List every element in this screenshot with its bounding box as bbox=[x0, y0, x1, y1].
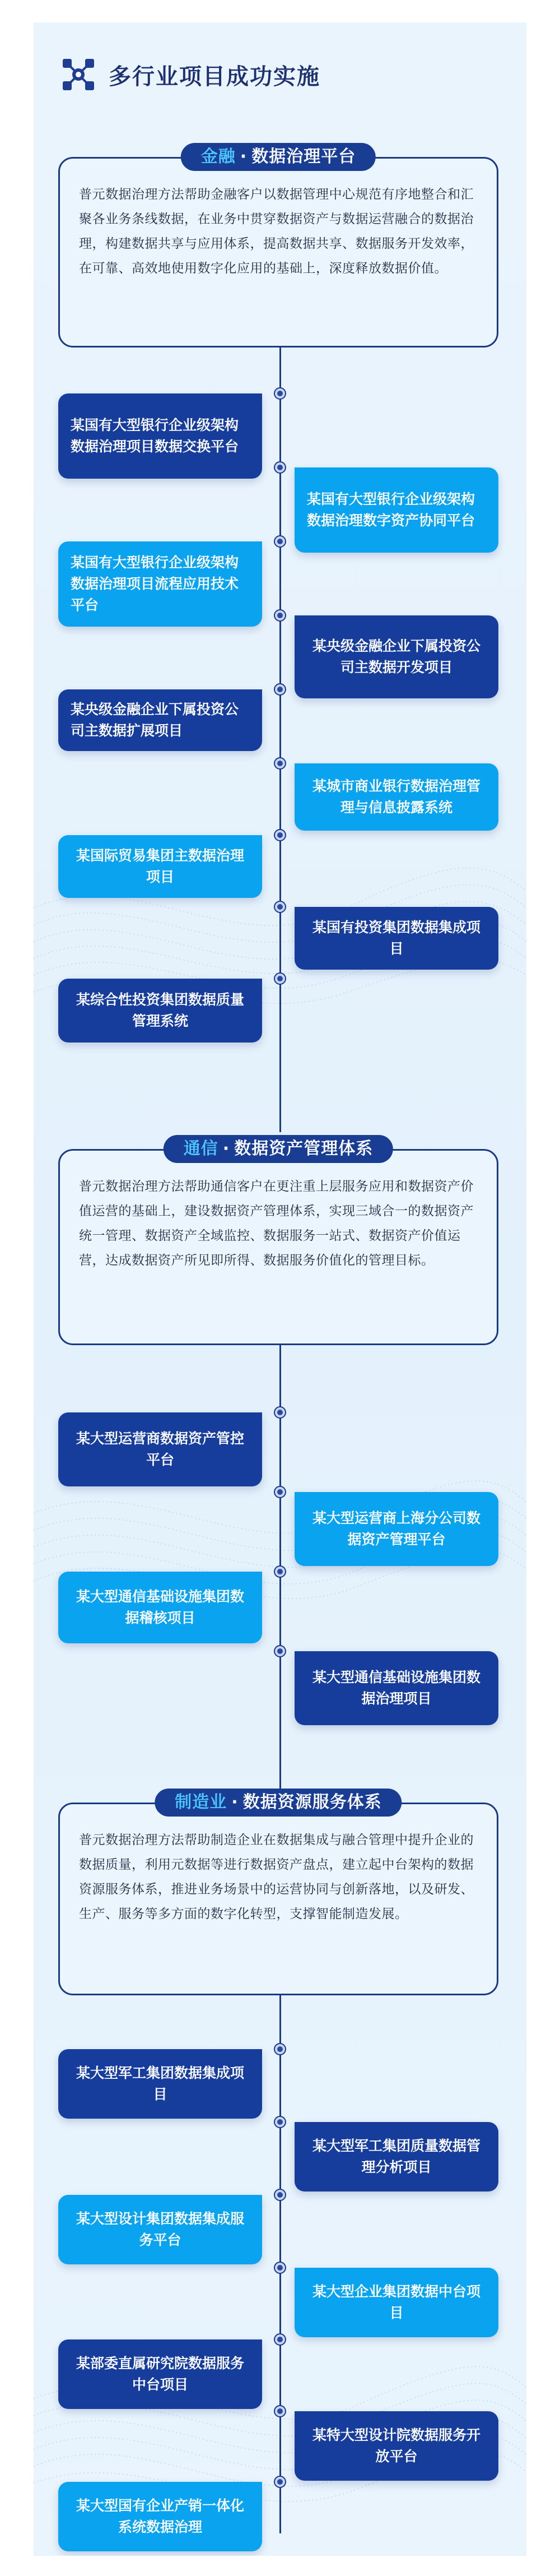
title-separator: · bbox=[231, 1792, 239, 1812]
timeline-node bbox=[274, 1645, 286, 1657]
section-manufacturing-description bbox=[58, 1792, 498, 1995]
project-card bbox=[295, 2268, 498, 2337]
project-card bbox=[58, 689, 262, 751]
timeline-node bbox=[274, 535, 286, 548]
section-telecom-title bbox=[164, 1135, 393, 1163]
project-name: 某国有大型银行企业级架构数据治理数字资产协同平台 bbox=[307, 491, 475, 529]
timeline-node bbox=[274, 1486, 286, 1498]
section-finance-title bbox=[181, 143, 376, 171]
project-card bbox=[58, 2339, 262, 2409]
timeline-node bbox=[274, 2116, 286, 2128]
project-name: 某国际贸易集团主数据治理项目 bbox=[76, 847, 244, 885]
project-card bbox=[58, 1572, 262, 1643]
project-name: 某大型通信基础设施集团数据治理项目 bbox=[312, 1669, 480, 1707]
description-text: 普元数据治理方法帮助通信客户在更注重上层服务应用和数据资产价值运营的基础上，建设数据资产管理体系，实现三域合一的数据资产统一管理、数据资产全域监控、数据服务一站式、数据资产价值运营，达成数据资产所见即所得、数据服务价值化的管理目标。 bbox=[79, 1179, 474, 1268]
project-name: 某国有大型银行企业级架构数据治理项目数据交换平台 bbox=[71, 417, 239, 455]
project-name: 某大型通信基础设施集团数据稽核项目 bbox=[76, 1588, 244, 1626]
project-card bbox=[295, 907, 498, 970]
section-telecom-description bbox=[58, 1139, 498, 1345]
section-name: 数据资源服务体系 bbox=[242, 1792, 382, 1812]
project-name: 某大型军工集团质量数据管理分析项目 bbox=[312, 2138, 480, 2175]
project-card bbox=[295, 615, 498, 698]
timeline-node bbox=[274, 1565, 286, 1578]
section-industry: 制造业 bbox=[175, 1792, 227, 1812]
timeline-node bbox=[274, 972, 286, 985]
timeline-node bbox=[274, 2405, 286, 2417]
timeline-node bbox=[274, 901, 286, 913]
project-name: 某大型企业集团数据中台项目 bbox=[312, 2283, 480, 2321]
timeline-node bbox=[274, 2476, 286, 2488]
timeline-node bbox=[274, 2189, 286, 2201]
description-text: 普元数据治理方法帮助制造企业在数据集成与融合管理中提升企业的数据质量，利用元数据等进行数据资产盘点，建立起中台架构的数据资源服务体系，推进业务场景中的运营协同与创新落地，以及研发、生产、服务等多方面的数字化转型，支撑智能制造发展。 bbox=[79, 1833, 474, 1921]
project-name: 某大型军工集团数据集成项目 bbox=[76, 2065, 244, 2102]
project-card bbox=[295, 2122, 498, 2192]
project-card bbox=[295, 1651, 498, 1725]
timeline-node bbox=[274, 387, 286, 400]
project-card bbox=[58, 393, 262, 479]
timeline-node bbox=[274, 2333, 286, 2346]
title-separator: · bbox=[240, 147, 248, 166]
timeline-node bbox=[274, 829, 286, 841]
section-finance-description bbox=[58, 147, 498, 348]
project-card bbox=[58, 2482, 262, 2551]
section-manufacturing-title bbox=[155, 1789, 402, 1817]
network-gear-icon bbox=[59, 55, 97, 94]
project-card bbox=[58, 979, 262, 1043]
project-name: 某部委直属研究院数据服务中台项目 bbox=[76, 2355, 244, 2393]
timeline-node bbox=[274, 1406, 286, 1419]
project-card bbox=[295, 2411, 498, 2481]
project-name: 某央级金融企业下属投资公司主数据扩展项目 bbox=[71, 701, 239, 739]
section-industry: 金融 bbox=[200, 147, 236, 166]
timeline-node bbox=[274, 2262, 286, 2274]
project-card bbox=[58, 2195, 262, 2264]
page-title: 多行业项目成功实施 bbox=[109, 63, 320, 90]
section-name: 数据资产管理体系 bbox=[234, 1139, 374, 1159]
project-name: 某大型设计集团数据集成服务平台 bbox=[76, 2211, 244, 2248]
project-name: 某大型国有企业产销一体化系统数据治理 bbox=[76, 2498, 244, 2535]
project-name: 某大型运营商上海分公司数据资产管理平台 bbox=[312, 1510, 480, 1548]
project-name: 某央级金融企业下属投资公司主数据开发项目 bbox=[312, 638, 480, 675]
section-name: 数据治理平台 bbox=[251, 147, 356, 166]
project-name: 某城市商业银行数据治理管理与信息披露系统 bbox=[312, 778, 480, 816]
description-text: 普元数据治理方法帮助金融客户以数据管理中心规范有序地整合和汇聚各业务条线数据，在业务中贯穿数据资产与数据运营融合的数据治理，构建数据共享与应用体系，提高数据共享、数据服务开发效率，在可靠、高效地使用数字化应用的基础上，深度释放数据价值。 bbox=[79, 187, 474, 276]
project-name: 某国有投资集团数据集成项目 bbox=[312, 919, 480, 957]
project-card bbox=[58, 541, 262, 627]
project-card bbox=[58, 835, 262, 898]
project-card bbox=[295, 1492, 498, 1566]
project-name: 某特大型设计院数据服务开放平台 bbox=[312, 2427, 480, 2464]
project-card bbox=[58, 1412, 262, 1486]
timeline-node bbox=[274, 609, 286, 622]
project-name: 某国有大型银行企业级架构数据治理项目流程应用技术平台 bbox=[71, 554, 239, 613]
page-header bbox=[59, 55, 320, 94]
project-card bbox=[295, 763, 498, 831]
project-card bbox=[295, 467, 498, 553]
project-name: 某综合性投资集团数据质量管理系统 bbox=[76, 992, 244, 1029]
title-separator: · bbox=[222, 1139, 230, 1159]
section-industry: 通信 bbox=[183, 1139, 218, 1159]
timeline-node bbox=[274, 2043, 286, 2055]
project-name: 某大型运营商数据资产管控平台 bbox=[76, 1430, 244, 1468]
project-card bbox=[58, 2049, 262, 2119]
timeline-node bbox=[274, 461, 286, 474]
timeline-node bbox=[274, 683, 286, 696]
content-panel bbox=[34, 22, 526, 2556]
timeline-node bbox=[274, 757, 286, 770]
